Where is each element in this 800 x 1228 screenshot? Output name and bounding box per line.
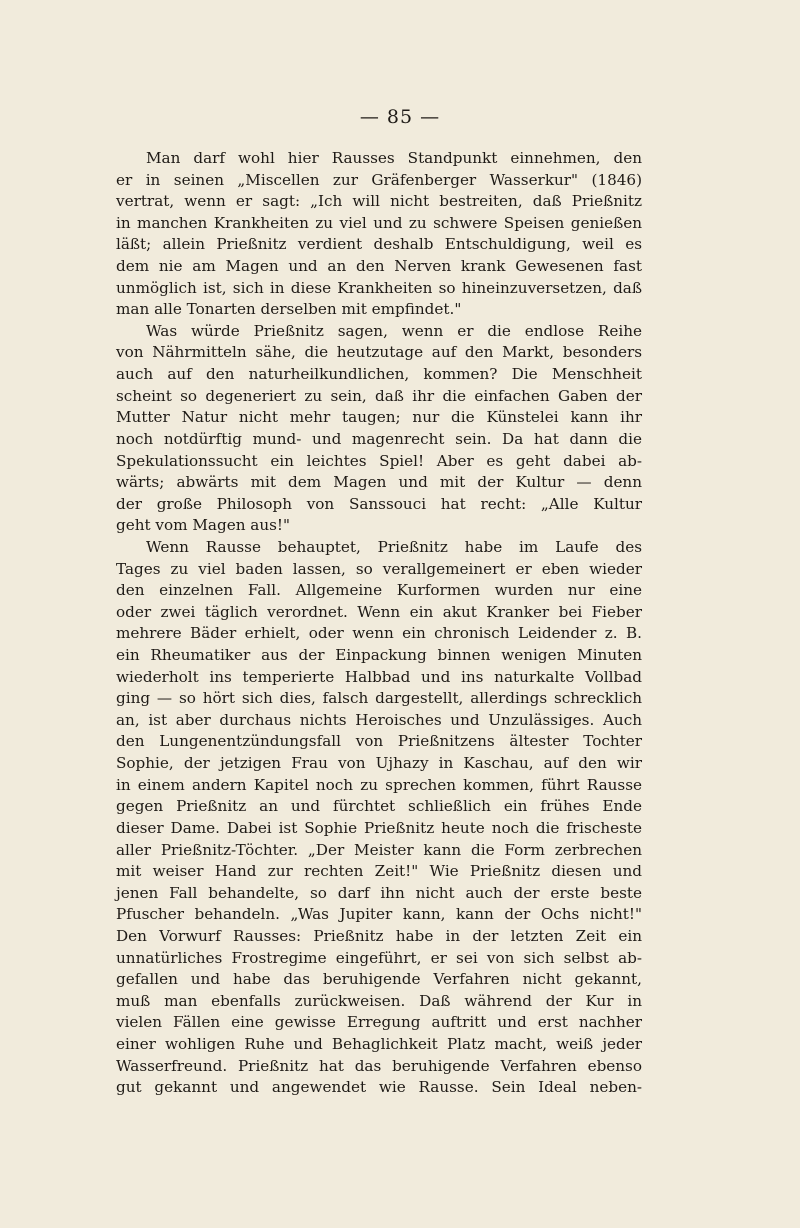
text-line: Wasserfreund. Prießnitz hat das beruhigende Verfahren ebenso [116,1056,642,1075]
text-line: Spekulationssucht ein leichtes Spiel! Aber es geht dabei ab- [116,451,642,470]
text-line: vielen Fällen eine gewisse Erregung auftritt und erst nachher [116,1013,642,1032]
text-line: von Nährmitteln sähe, die heutzutage auf den Markt, besonders [116,343,642,362]
text-line: wiederholt ins temperierte Halbbad und ins naturkalte Vollbad [116,667,642,686]
text-line: scheint so degeneriert zu sein, daß ihr die einfachen Gaben der [116,386,642,405]
text-line: Pfuscher behandeln. „Was Jupiter kann, kann der Ochs nicht!" [116,905,642,924]
text-line: an, ist aber durchaus nichts Heroisches und Unzulässiges. Auch [116,710,642,729]
text-line: Tages zu viel baden lassen, so verallgemeinert er eben wieder [116,559,642,578]
text-line: Mutter Natur nicht mehr taugen; nur die Künstelei kann ihr [116,408,642,427]
text-line: dieser Dame. Dabei ist Sophie Prießnitz heute noch die frischeste [116,818,642,837]
text-line: dem nie am Magen und an den Nerven krank Gewesenen fast [116,257,642,276]
text-line: auch auf den naturheilkundlichen, kommen? Die Menschheit [116,365,642,384]
text-line: Sophie, der jetzigen Frau von Ujhazy in Kaschau, auf den wir [116,754,642,773]
text-line: der große Philosoph von Sanssouci hat recht: „Alle Kultur [116,494,642,513]
text-line: aller Prießnitz-Töchter. „Der Meister kann die Form zerbrechen [116,840,642,859]
text-line: den einzelnen Fall. Allgemeine Kurformen wurden nur eine [116,581,642,600]
text-line: wärts; abwärts mit dem Magen und mit der Kultur — denn [116,473,642,492]
text-line: einer wohligen Ruhe und Behaglichkeit Platz macht, weiß jeder [116,1034,642,1053]
page-number: — 85 — [359,106,441,128]
text-line: mehrere Bäder erhielt, oder wenn ein chronisch Leidender z. B. [116,624,642,643]
paragraph [116,321,642,537]
paragraph [116,148,642,321]
text-line: geht vom Magen aus!" [116,516,291,535]
text-line: noch notdürftig mund- und magenrecht sein. Da hat dann die [116,429,642,448]
text-line: vertrat, wenn er sagt: „Ich will nicht bestreiten, daß Prießnitz [116,192,642,211]
text-line: gut gekannt und angewendet wie Rausse. Sein Ideal neben- [116,1078,642,1097]
text-line: jenen Fall behandelte, so darf ihn nicht auch der erste beste [116,883,642,902]
text-line: ein Rheumatiker aus der Einpackung binnen wenigen Minuten [116,646,642,665]
text-line: Man darf wohl hier Rausses Standpunkt einnehmen, den [146,149,642,167]
text-line: ging — so hört sich dies, falsch dargestellt, allerdings schrecklich [116,689,642,708]
text-line: mit weiser Hand zur rechten Zeit!" Wie Prießnitz diesen und [116,862,642,881]
text-line: er in seinen „Miscellen zur Gräfenberger Wasserkur" (1846) [116,170,642,189]
text-line: Was würde Prießnitz sagen, wenn er die endlose Reihe [146,321,642,340]
text-line: man alle Tonarten derselben mit empfindet." [116,300,462,319]
text-line: Wenn Rausse behauptet, Prießnitz habe im Laufe des [146,537,642,556]
text-line: oder zwei täglich verordnet. Wenn ein akut Kranker bei Fieber [116,602,642,621]
text-line: unmöglich ist, sich in diese Krankheiten so hineinzuversetzen, daß [116,278,642,297]
text-line: gefallen und habe das beruhigende Verfahren nicht gekannt, [116,970,642,989]
text-line: muß man ebenfalls zurückweisen. Daß während der Kur in [116,991,642,1010]
text-line: gegen Prießnitz an und fürchtet schließlich ein frühes Ende [116,797,642,816]
paragraph [116,537,642,1099]
text-line: in einem andern Kapitel noch zu sprechen kommen, führt Rausse [116,775,642,794]
text-line: den Lungenentzündungsfall von Prießnitzens ältester Tochter [116,732,642,751]
text-line: in manchen Krankheiten zu viel und zu schwere Speisen genießen [116,213,642,232]
text-line: Den Vorwurf Rausses: Prießnitz habe in der letzten Zeit ein [116,926,642,945]
text-line: unnatürliches Frostregime eingeführt, er sei von sich selbst ab- [116,948,642,967]
text-line: läßt; allein Prießnitz verdient deshalb Entschuldigung, weil es [116,235,642,254]
body-text [116,148,642,1099]
